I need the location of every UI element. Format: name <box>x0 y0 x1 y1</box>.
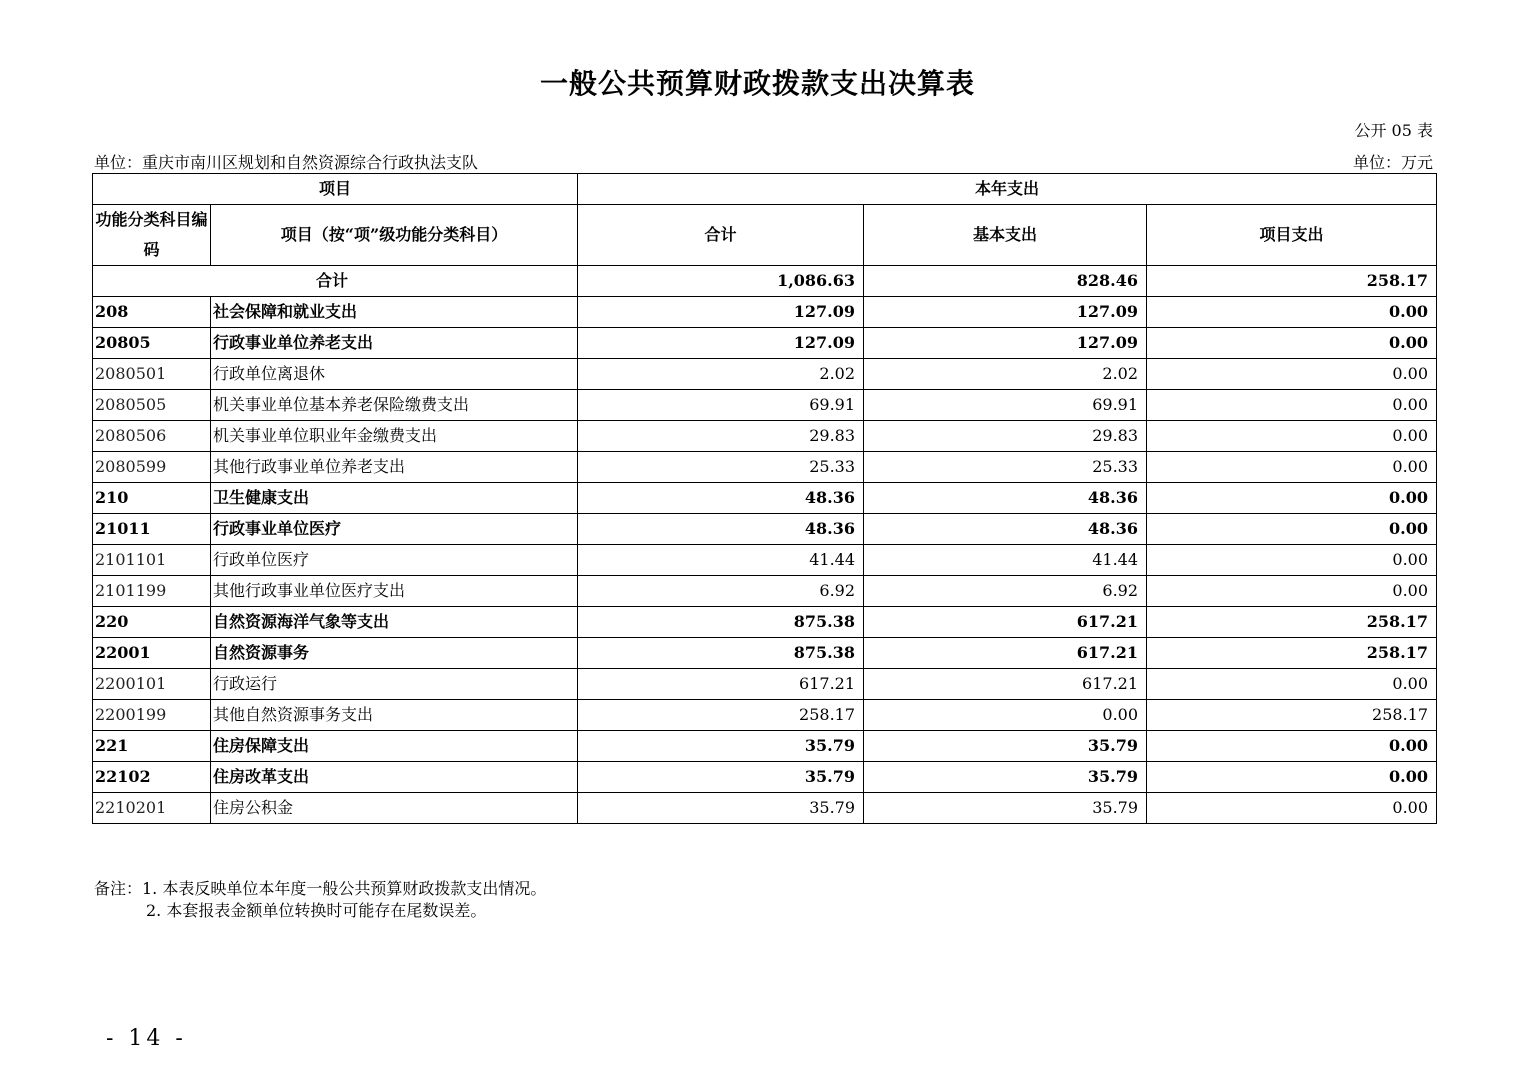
row-project: 0.00 <box>1147 421 1437 452</box>
row-code: 2200199 <box>93 700 211 731</box>
row-name: 行政单位医疗 <box>211 545 578 576</box>
table-row <box>93 731 1437 762</box>
row-total: 29.83 <box>578 421 864 452</box>
table-row <box>93 638 1437 669</box>
row-project: 0.00 <box>1147 762 1437 793</box>
table-row <box>93 483 1437 514</box>
unit-currency: 单位：万元 <box>1352 153 1433 172</box>
row-name: 行政运行 <box>211 669 578 700</box>
row-total: 875.38 <box>578 607 864 638</box>
row-code: 2210201 <box>93 793 211 824</box>
row-project: 0.00 <box>1147 669 1437 700</box>
table-row <box>93 700 1437 731</box>
row-code: 220 <box>93 607 211 638</box>
table-row <box>93 421 1437 452</box>
row-project: 0.00 <box>1147 452 1437 483</box>
row-code: 221 <box>93 731 211 762</box>
table-row <box>93 328 1437 359</box>
row-code: 2080506 <box>93 421 211 452</box>
row-basic: 69.91 <box>864 390 1147 421</box>
header-row-top <box>93 174 1437 205</box>
table-row <box>93 669 1437 700</box>
row-basic: 35.79 <box>864 731 1147 762</box>
row-total: 127.09 <box>578 328 864 359</box>
header-row-columns <box>93 205 1437 266</box>
row-name: 行政事业单位医疗 <box>211 514 578 545</box>
table-row <box>93 607 1437 638</box>
row-name: 住房改革支出 <box>211 762 578 793</box>
row-total: 258.17 <box>578 700 864 731</box>
row-name: 社会保障和就业支出 <box>211 297 578 328</box>
row-code: 22102 <box>93 762 211 793</box>
row-project: 0.00 <box>1147 576 1437 607</box>
unit-organization: 单位：重庆市南川区规划和自然资源综合行政执法支队 <box>94 153 479 172</box>
row-project: 0.00 <box>1147 793 1437 824</box>
row-project: 0.00 <box>1147 731 1437 762</box>
row-basic: 617.21 <box>864 607 1147 638</box>
row-total: 69.91 <box>578 390 864 421</box>
row-project: 258.17 <box>1147 638 1437 669</box>
table-row <box>93 576 1437 607</box>
row-basic: 0.00 <box>864 700 1147 731</box>
row-code: 2101199 <box>93 576 211 607</box>
row-project: 258.17 <box>1147 607 1437 638</box>
row-total: 35.79 <box>578 731 864 762</box>
column-header-code: 功能分类科目编码 <box>93 205 211 266</box>
row-total: 127.09 <box>578 297 864 328</box>
row-basic: 6.92 <box>864 576 1147 607</box>
row-basic: 127.09 <box>864 328 1147 359</box>
row-name: 其他自然资源事务支出 <box>211 700 578 731</box>
row-basic: 35.79 <box>864 793 1147 824</box>
row-project: 0.00 <box>1147 328 1437 359</box>
row-name: 住房公积金 <box>211 793 578 824</box>
row-name: 自然资源海洋气象等支出 <box>211 607 578 638</box>
row-basic: 2.02 <box>864 359 1147 390</box>
column-header-total: 合计 <box>578 205 864 266</box>
row-name: 行政单位离退休 <box>211 359 578 390</box>
row-total: 617.21 <box>578 669 864 700</box>
row-basic: 617.21 <box>864 638 1147 669</box>
row-name: 机关事业单位职业年金缴费支出 <box>211 421 578 452</box>
row-project: 0.00 <box>1147 514 1437 545</box>
row-total: 35.79 <box>578 762 864 793</box>
row-name: 自然资源事务 <box>211 638 578 669</box>
note-line-2: 2. 本套报表金额单位转换时可能存在尾数误差。 <box>146 901 487 920</box>
row-code: 210 <box>93 483 211 514</box>
column-header-project: 项目支出 <box>1147 205 1437 266</box>
column-header-name: 项目（按“项”级功能分类科目） <box>211 205 578 266</box>
column-header-basic: 基本支出 <box>864 205 1147 266</box>
row-code: 208 <box>93 297 211 328</box>
total-label: 合计 <box>93 266 578 297</box>
row-name: 卫生健康支出 <box>211 483 578 514</box>
row-name: 行政事业单位养老支出 <box>211 328 578 359</box>
row-code: 21011 <box>93 514 211 545</box>
row-name: 机关事业单位基本养老保险缴费支出 <box>211 390 578 421</box>
row-basic: 48.36 <box>864 483 1147 514</box>
note-line-1: 备注：1. 本表反映单位本年度一般公共预算财政拨款支出情况。 <box>94 879 547 898</box>
row-project: 0.00 <box>1147 483 1437 514</box>
total-project: 258.17 <box>1147 266 1437 297</box>
row-basic: 35.79 <box>864 762 1147 793</box>
total-row <box>93 266 1437 297</box>
total-basic: 828.46 <box>864 266 1147 297</box>
row-basic: 41.44 <box>864 545 1147 576</box>
row-basic: 127.09 <box>864 297 1147 328</box>
row-total: 2.02 <box>578 359 864 390</box>
row-total: 41.44 <box>578 545 864 576</box>
table-row <box>93 762 1437 793</box>
row-total: 48.36 <box>578 483 864 514</box>
row-basic: 29.83 <box>864 421 1147 452</box>
row-total: 25.33 <box>578 452 864 483</box>
row-name: 其他行政事业单位医疗支出 <box>211 576 578 607</box>
row-code: 2101101 <box>93 545 211 576</box>
row-project: 0.00 <box>1147 359 1437 390</box>
row-total: 35.79 <box>578 793 864 824</box>
row-total: 48.36 <box>578 514 864 545</box>
row-code: 2200101 <box>93 669 211 700</box>
row-project: 0.00 <box>1147 297 1437 328</box>
table-row <box>93 390 1437 421</box>
row-basic: 25.33 <box>864 452 1147 483</box>
row-name: 其他行政事业单位养老支出 <box>211 452 578 483</box>
budget-table <box>92 173 1437 824</box>
page-number: - 14 - <box>106 1026 187 1051</box>
table-row <box>93 297 1437 328</box>
row-basic: 617.21 <box>864 669 1147 700</box>
row-code: 2080599 <box>93 452 211 483</box>
form-number: 公开 05 表 <box>1354 121 1433 140</box>
row-code: 2080505 <box>93 390 211 421</box>
row-code: 20805 <box>93 328 211 359</box>
page-title: 一般公共预算财政拨款支出决算表 <box>539 67 975 100</box>
row-project: 0.00 <box>1147 390 1437 421</box>
row-total: 875.38 <box>578 638 864 669</box>
table-row <box>93 793 1437 824</box>
header-item: 项目 <box>93 174 578 205</box>
row-code: 2080501 <box>93 359 211 390</box>
row-total: 6.92 <box>578 576 864 607</box>
notes <box>94 878 546 922</box>
row-code: 22001 <box>93 638 211 669</box>
table-row <box>93 545 1437 576</box>
row-project: 258.17 <box>1147 700 1437 731</box>
table-row <box>93 452 1437 483</box>
table-row <box>93 514 1437 545</box>
table-row <box>93 359 1437 390</box>
total-sum: 1,086.63 <box>578 266 864 297</box>
row-basic: 48.36 <box>864 514 1147 545</box>
row-name: 住房保障支出 <box>211 731 578 762</box>
row-project: 0.00 <box>1147 545 1437 576</box>
header-current-year: 本年支出 <box>578 174 1437 205</box>
